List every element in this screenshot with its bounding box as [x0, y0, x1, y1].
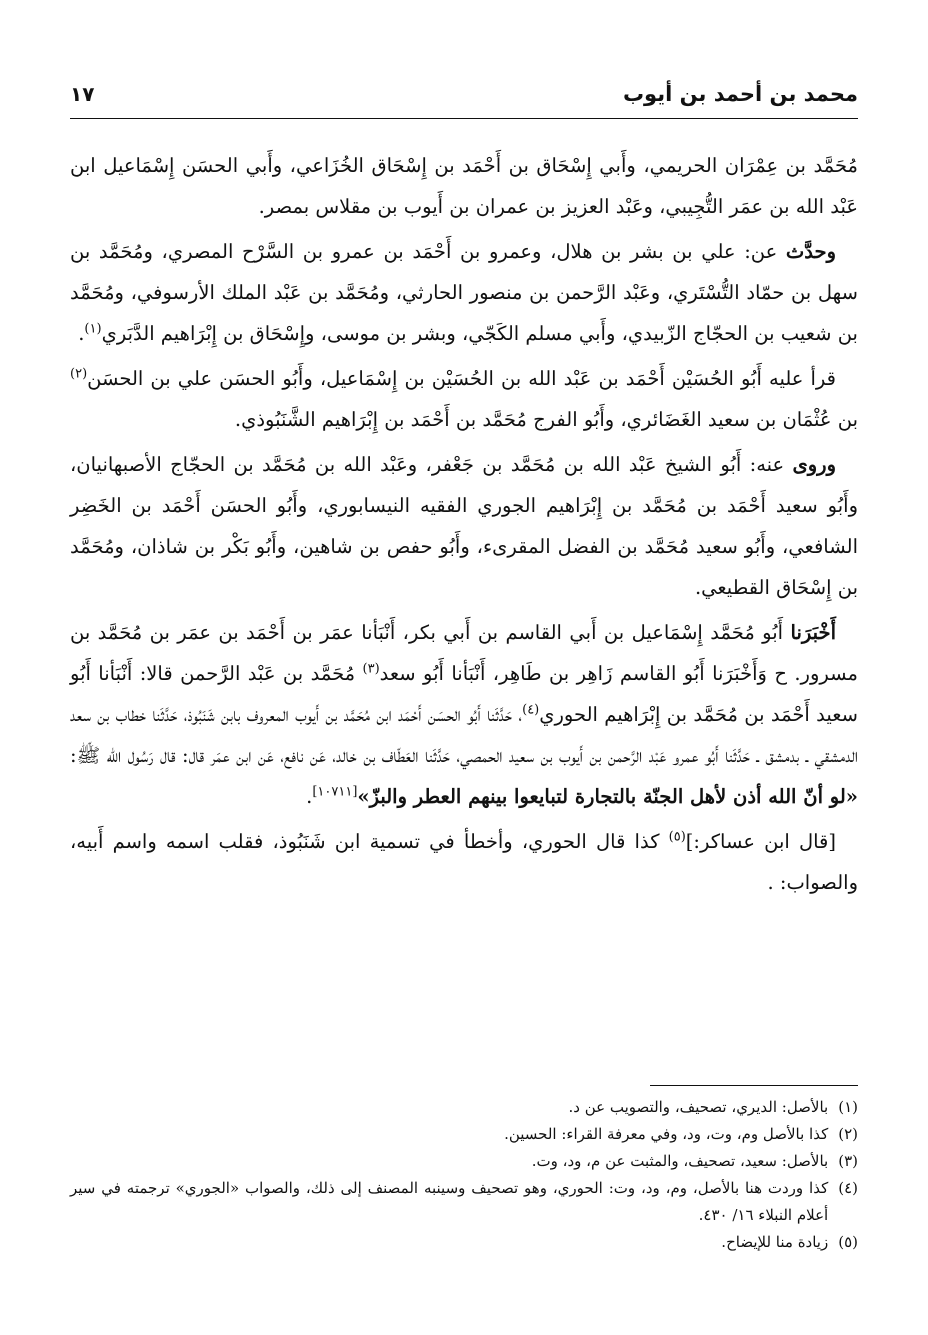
- paragraph-isnad: [70, 612, 858, 817]
- paragraph-narrated-from: [70, 231, 858, 354]
- paragraph-text: .: [78, 322, 85, 345]
- paragraph-text: مُحَمَّد بن عِمْرَان الحريمي، وأَبي إِسْحَاق بن أَحْمَد بن إِسْحَاق الخُزَاعي، وأَبي الحسَن إِسْمَاعيل ابن عَبْد الله بن عمَر التُّجِيبي، وعَبْد العزيز بن عمران بن أَيوب بن مقلاس بمصر.: [70, 154, 858, 218]
- footnote: [70, 1148, 858, 1175]
- paragraph-text: قرأ عليه أَبُو الحُسَيْن أَحْمَد بن عَبْد الله بن الحُسَيْن بن إِسْمَاعيل، وأَبُو الحسَن علي بن الحسَن: [87, 367, 836, 390]
- footnote: [70, 1175, 858, 1229]
- footnote-text: زيادة منا للإيضاح.: [721, 1233, 829, 1251]
- footnote-ref-1: (١): [84, 321, 102, 337]
- paragraph-teachers-continued: [70, 145, 858, 227]
- footnote-number: (١): [838, 1098, 858, 1116]
- paragraph-text: ، حَدَّثَنا أَبُو الحسَن أَحْمَد ابن مُحَمَّد بن أَيوب المعروف بابن شَنَبُوذ، حَدَّثَنا خطاب بن سعد الدمشقي ـ بدمشق ـ حَدَّثَنا أَبُو عمرو عَبْد الرَّحمن بن أَيوب بن سعيد الحمصي، حَدَّثَنا العَطّاف بن خالد، عَن نافع، عَن ابن عمَر قال: قال رَسُول الله ﷺ:: [70, 703, 858, 767]
- footnote-ref-3: (٣): [362, 661, 380, 677]
- keyword-akhbarana: أَخْبَرَنا: [790, 621, 836, 644]
- paragraph-narrated-by: [70, 444, 858, 608]
- footnote-text: كذا وردت هنا بالأصل، وم، ود، وت: الحوري، وهو تصحيف وسينبه المصنف إلى ذلك، والصواب «الجوري» ترجمته في سير أعلام النبلاء ١٦/ ٤٣٠.: [70, 1179, 829, 1224]
- paragraph-text: كذا قال الحوري، وأخطأ في تسمية ابن شَنَبُوذ، فقلب اسمه واسم أَبيه، والصواب: .: [70, 830, 858, 894]
- paragraph-text: بن عُثْمَان بن سعيد الغَضَائري، وأَبُو الفرج مُحَمَّد بن أَحْمَد بن إِبْرَاهيم الشَّنَبُوذي.: [234, 408, 858, 431]
- footnote-number: (٣): [838, 1152, 858, 1170]
- footnote-rule: [650, 1085, 858, 1086]
- paragraph-text: [قال ابن عساكر:]: [685, 830, 836, 853]
- paragraph-text: عنه: أَبُو الشيخ عَبْد الله بن مُحَمَّد بن جَعْفر، وعَبْد الله بن مُحَمَّد بن الحجّاج الأصبهانيان، وأَبُو سعيد أَحْمَد بن مُحَمَّد بن إِبْرَاهيم الجوري الفقيه النيسابوري، وأَبُو الحسَن أَحْمَد بن الخَضِر الشافعي، وأَبُو سعيد مُحَمَّد بن الفضل المقرىء، وأَبُو حفص بن شاهين، وأَبُو بَكْر بن شاذان، ومُحَمَّد بن إِسْحَاق القطيعي.: [70, 453, 858, 599]
- footnotes: [70, 1094, 858, 1256]
- page-number: ١٧: [70, 82, 95, 106]
- footnote-number: (٥): [838, 1233, 858, 1251]
- paragraph-text: أَبُو مُحَمَّد إِسْمَاعيل بن أَبي القاسم بن أَبي بكر، أَنْبَأنا عمَر بن أَحْمَد بن عمَر بن مُحَمَّد بن مسرور. ح وَأَخْبَرَنا أَبُو القاسم زَاهِر بن طَاهِر، أَنْبَأنا أَبُو سعد: [70, 621, 858, 685]
- header-rule: [70, 118, 858, 119]
- paragraph-ibn-asakir-note: [70, 821, 858, 903]
- footnote-ref-2: (٢): [70, 366, 88, 382]
- paragraph-text: عن: علي بن بشر بن هلال، وعمرو بن أَحْمَد بن عمرو بن السَّرْح المصري، ومُحَمَّد بن سهل بن حمّاد التُّسْتَري، وعَبْد الرَّحمن بن منصور الحارثي، ومُحَمَّد بن عَبْد الملك الأرسوفي، ومُحَمَّد بن شعيب بن الحجّاج الزّبيدي، وأَبي مسلم الكَجّي، وبشر بن موسى، وإِسْحَاق بن إِبْرَاهيم الدَّبَري: [70, 240, 858, 345]
- running-title: محمد بن أحمد بن أيوب: [622, 82, 858, 106]
- paragraph-read-to-him: [70, 358, 858, 440]
- hadith-number: [١٠٧١١]: [312, 784, 358, 800]
- footnote-number: (٢): [838, 1125, 858, 1143]
- keyword-rawa: وروى: [792, 453, 836, 476]
- paragraph-text: .: [306, 785, 313, 808]
- footnote-text: كذا بالأصل وم، وت، ود، وفي معرفة القراء: الحسين.: [504, 1125, 829, 1143]
- footnote: [70, 1094, 858, 1121]
- main-text: [70, 145, 858, 907]
- footnote-text: بالأصل: سعيد، تصحيف، والمثبت عن م، ود، وت.: [531, 1152, 829, 1170]
- footnote-ref-4: (٤): [522, 702, 540, 718]
- footnote: [70, 1121, 858, 1148]
- hadith-text: «لو أنّ الله أذن لأهل الجنّة بالتجارة لتبايعوا بينهم العطر والبزّ»: [357, 785, 858, 808]
- footnote: [70, 1229, 858, 1256]
- footnote-ref-5: (٥): [668, 829, 686, 845]
- paragraph-text: مُحَمَّد بن عَبْد الرَّحمن قالا: أَنْبَأنا أَبُو سعيد أَحْمَد بن مُحَمَّد بن إِبْرَاهيم الحوري: [70, 662, 859, 726]
- footnote-text: بالأصل: الديري، تصحيف، والتصويب عن د.: [568, 1098, 829, 1116]
- footnote-number: (٤): [838, 1179, 858, 1197]
- running-head: [70, 82, 858, 116]
- keyword-haddatha: وحدَّث: [785, 240, 836, 263]
